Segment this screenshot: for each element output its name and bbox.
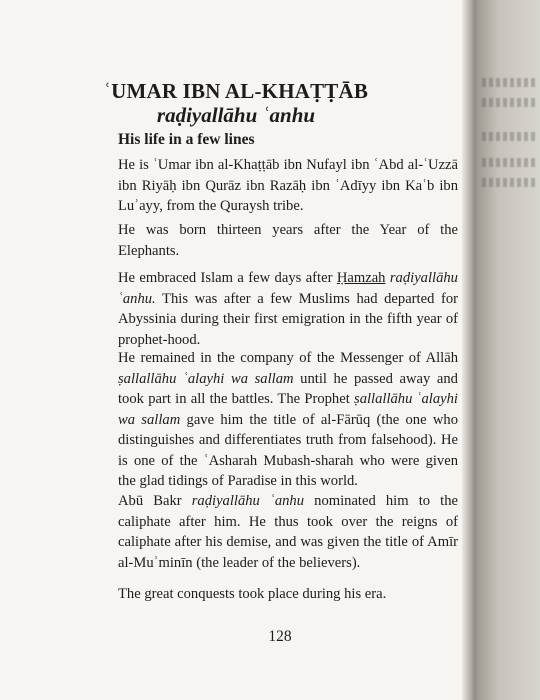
honorific-radiya: raḍiyallāhu ʿanhu.	[118, 270, 458, 307]
honorific-radiya-2: raḍiyallāhu ʿanhu	[191, 493, 305, 509]
bleed-through	[482, 78, 536, 87]
islam-paragraph	[118, 268, 458, 350]
companionship-text-c: gave him the title of al-Fārūq (the one who distinguishes and differentiates truth from falsehood). He is one of the ʿAsharah Mubash-sharah who were given the glad tidings of Paradise in this world.	[118, 411, 458, 489]
page-title: ʿUMAR IBN AL-KHAṬṬĀB	[103, 79, 369, 103]
birth-paragraph: He was born thirteen years after the Year of the Elephants.	[118, 222, 458, 259]
companionship-text-b: until he passed away and took part in all the battles. The Prophet	[118, 370, 458, 407]
book-gutter	[462, 0, 476, 700]
islam-text-b: This was after a few Muslims had departed for Abyssinia during their first emigration in the fifth year of prophet-hood.	[118, 290, 458, 348]
hamzah-name: Ḥamzah	[336, 270, 386, 286]
bleed-through	[482, 158, 536, 167]
caliphate-paragraph	[118, 491, 458, 573]
page-number: 128	[268, 628, 292, 645]
section-heading: His life in a few lines	[118, 131, 255, 148]
caliphate-text-b: nominated him to the caliphate after him. He thus took over the reigns of caliphate after his demise, and was given the title of Amīr al-Muʾminīn (the leader of the believers).	[118, 493, 458, 571]
bleed-through	[482, 132, 536, 141]
page-subtitle: raḍiyallāhu ʿanhu	[156, 103, 316, 127]
conquests-paragraph: The great conquests took place during his era.	[118, 586, 387, 602]
lineage-paragraph: He is ʿUmar ibn al-Khaṭṭāb ibn Nufayl ibn ʿAbd al-ʿUzzā ibn Riyāḥ ibn Qurāz ibn Razāḥ ibn ʿAdīyy ibn Kaʿb ibn Luʾayy, from the Quraysh tribe.	[118, 157, 458, 214]
honorific-salla-1: ṣallallāhu ʿalayhi wa sallam	[118, 370, 294, 387]
companionship-paragraph	[118, 348, 458, 492]
caliphate-text-a: Abū Bakr	[118, 493, 182, 509]
islam-text-a: He embraced Islam a few days after	[118, 270, 333, 286]
bleed-through	[482, 98, 536, 107]
bleed-through	[482, 178, 536, 187]
honorific-salla-2: ṣallallāhu ʿalayhi wa sallam	[118, 391, 458, 428]
companionship-text-a: He remained in the company of the Messenger of Allāh	[118, 350, 458, 366]
